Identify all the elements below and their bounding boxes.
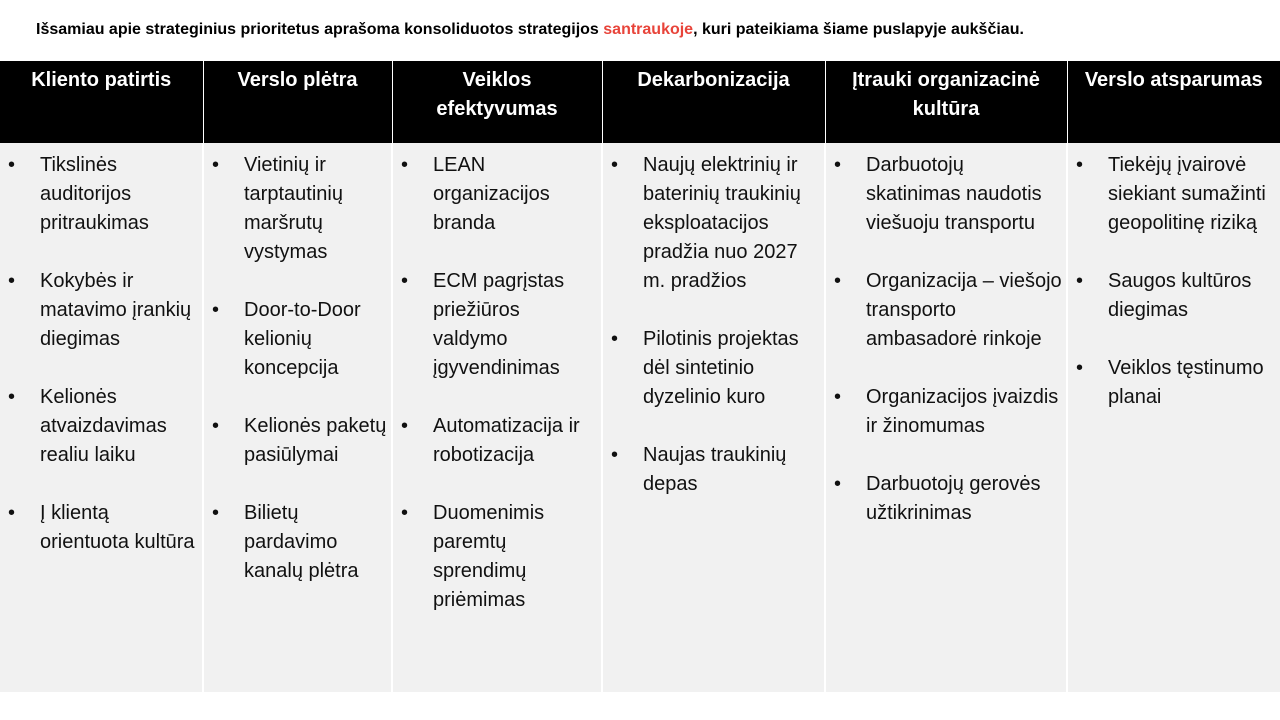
header-operational-efficiency: Veiklos efektyvumas	[392, 61, 602, 143]
item-text: Veiklos tęstinumo planai	[1108, 357, 1264, 408]
bullet-icon: •	[212, 299, 220, 321]
cell-operational-efficiency	[392, 143, 602, 692]
header-business-growth: Verslo plėtra	[203, 61, 392, 143]
bullet-icon: •	[834, 154, 842, 176]
list-item	[6, 267, 198, 354]
item-text: Door-to-Door kelionių koncepcija	[244, 299, 361, 379]
cell-decarbonization	[602, 143, 825, 692]
bullet-icon: •	[401, 154, 409, 176]
list-item	[609, 151, 820, 296]
item-text: Automatizacija ir robotizacija	[433, 415, 580, 466]
item-text: Pilotinis projektas dėl sintetinio dyzelinio kuro	[643, 328, 799, 408]
summary-link[interactable]: santraukoje	[603, 21, 694, 38]
header-client-experience: Kliento patirtis	[0, 61, 203, 143]
bullet-icon: •	[401, 502, 409, 524]
list-item	[1074, 354, 1276, 412]
list-item	[832, 267, 1062, 354]
bullet-icon: •	[611, 444, 619, 466]
list-item	[6, 383, 198, 470]
item-text: Kelionės paketų pasiūlymai	[244, 415, 387, 466]
cell-client-experience	[0, 143, 203, 692]
bullet-list	[609, 151, 820, 499]
bullet-icon: •	[611, 154, 619, 176]
list-item	[6, 499, 198, 557]
intro-text-after: , kuri pateikiama šiame puslapyje aukščiau.	[693, 21, 1024, 38]
bullet-icon: •	[611, 328, 619, 350]
list-item	[399, 499, 597, 615]
strategic-priorities-table	[0, 61, 1280, 692]
bullet-list	[210, 151, 387, 586]
list-item	[6, 151, 198, 238]
item-text: Darbuotojų skatinimas naudotis viešuoju transportu	[866, 154, 1042, 234]
item-text: Darbuotojų gerovės užtikrinimas	[866, 473, 1041, 524]
item-text: Tikslinės auditorijos pritraukimas	[40, 154, 149, 234]
bullet-icon: •	[8, 502, 16, 524]
item-text: Vietinių ir tarptautinių maršrutų vystymas	[244, 154, 343, 263]
bullet-list	[6, 151, 198, 557]
bullet-icon: •	[1076, 357, 1084, 379]
list-item	[832, 470, 1062, 528]
list-item	[1074, 151, 1276, 238]
item-text: Kelionės atvaizdavimas realiu laiku	[40, 386, 167, 466]
list-item	[1074, 267, 1276, 325]
header-business-resilience: Verslo atsparumas	[1067, 61, 1280, 143]
intro-text-before: Išsamiau apie strateginius prioritetus aprašoma konsoliduotos strategijos	[36, 21, 604, 38]
list-item	[210, 151, 387, 267]
bullet-icon: •	[212, 415, 220, 437]
list-item	[399, 151, 597, 238]
bullet-icon: •	[1076, 270, 1084, 292]
list-item	[399, 267, 597, 383]
bullet-icon: •	[401, 270, 409, 292]
header-decarbonization: Dekarbonizacija	[602, 61, 825, 143]
intro-note	[36, 21, 1024, 39]
bullet-icon: •	[834, 386, 842, 408]
list-item	[609, 325, 820, 412]
item-text: Organizacija – viešojo transporto ambasadorė rinkoje	[866, 270, 1062, 350]
cell-business-growth	[203, 143, 392, 692]
item-text: Naujas traukinių depas	[643, 444, 787, 495]
bullet-icon: •	[834, 473, 842, 495]
item-text: Saugos kultūros diegimas	[1108, 270, 1252, 321]
item-text: Kokybės ir matavimo įrankių diegimas	[40, 270, 192, 350]
bullet-icon: •	[8, 386, 16, 408]
list-item	[609, 441, 820, 499]
list-item	[832, 383, 1062, 441]
list-item	[210, 296, 387, 383]
bullet-icon: •	[8, 154, 16, 176]
bullet-icon: •	[8, 270, 16, 292]
bullet-icon: •	[1076, 154, 1084, 176]
bullet-icon: •	[834, 270, 842, 292]
header-row	[0, 61, 1280, 143]
cell-business-resilience	[1067, 143, 1280, 692]
item-text: Bilietų pardavimo kanalų plėtra	[244, 502, 359, 582]
item-text: Į klientą orientuota kultūra	[40, 502, 195, 553]
bullet-list	[1074, 151, 1276, 412]
bullet-icon: •	[401, 415, 409, 437]
item-text: Organizacijos įvaizdis ir žinomumas	[866, 386, 1059, 437]
bullet-list	[399, 151, 597, 615]
list-item	[210, 499, 387, 586]
item-text: Duomenimis paremtų sprendimų priėmimas	[433, 502, 545, 611]
list-item	[832, 151, 1062, 238]
list-item	[210, 412, 387, 470]
item-text: Naujų elektrinių ir baterinių traukinių eksploatacijos pradžia nuo 2027 m. pradžios	[643, 154, 801, 292]
item-text: Tiekėjų įvairovė siekiant sumažinti geopolitinę riziką	[1108, 154, 1266, 234]
header-inclusive-culture: Įtrauki organizacinė kultūra	[825, 61, 1067, 143]
list-item	[399, 412, 597, 470]
bullet-icon: •	[212, 502, 220, 524]
bullet-list	[832, 151, 1062, 528]
cell-inclusive-culture	[825, 143, 1067, 692]
item-text: LEAN organizacijos branda	[433, 154, 550, 234]
item-text: ECM pagrįstas priežiūros valdymo įgyvendinimas	[433, 270, 565, 379]
content-row	[0, 143, 1280, 692]
bullet-icon: •	[212, 154, 220, 176]
